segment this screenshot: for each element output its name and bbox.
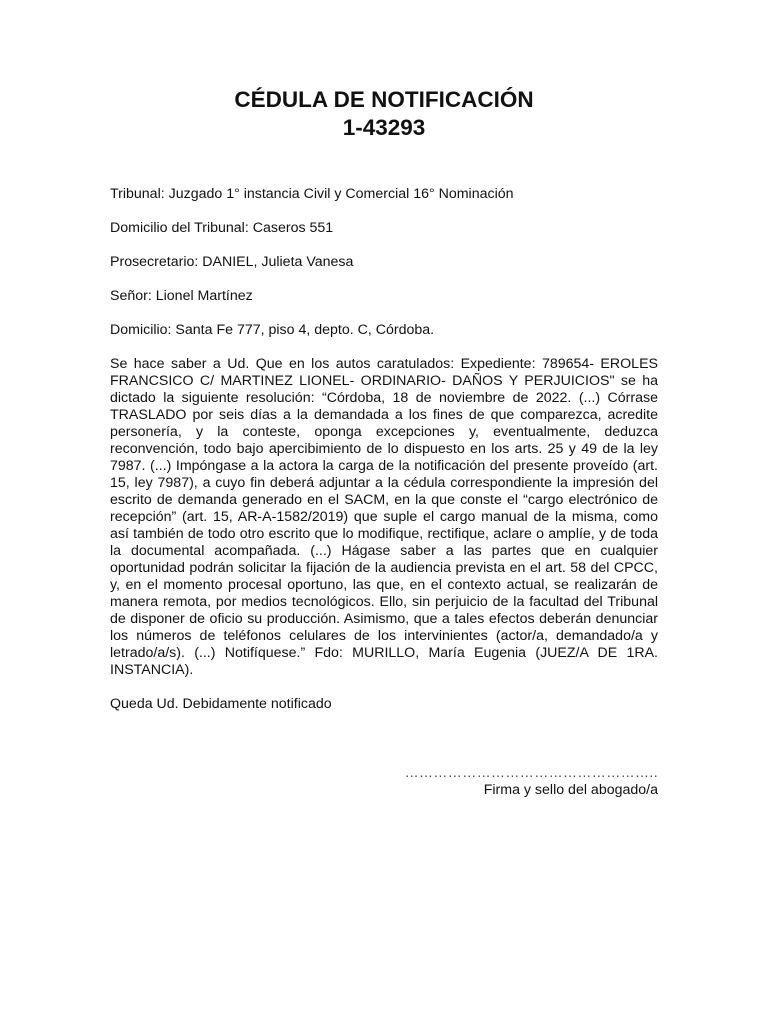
- signature-label: Firma y sello del abogado/a: [483, 782, 658, 798]
- field-domicilio: Domicilio: Santa Fe 777, piso 4, depto. C, Córdoba.: [110, 322, 435, 338]
- field-senor: Señor: Lionel Martínez: [110, 288, 253, 304]
- document-number: 1-43293: [342, 115, 426, 140]
- field-prosecretario: Prosecretario: DANIEL, Julieta Vanesa: [110, 254, 354, 270]
- notification-body: Se hace saber a Ud. Que en los autos caratulados: Expediente: 789654- EROLES FRANCSICO C/ MARTINEZ LIONEL- ORDINARIO- DAÑOS Y PERJUICIOS" se ha dictado la siguiente resolución: “Córdoba, 18 de noviembre de 2022. (...) Córrase TRASLADO por seis días a la demandada a los fines de que comparezca, acredite personería, y la conteste, oponga excepciones y, eventualmente, deduzca reconvención, todo bajo apercibimiento de lo dispuesto en los arts. 25 y 49 de la ley 7987. (...) Impóngase a la actora la carga de la notificación del presente proveído (art. 15, ley 7987), a cuyo fin deberá adjuntar a la cédula correspondiente la impresión del escrito de demanda generado en el SACM, en la que conste el “cargo electrónico de recepción” (art. 15, AR-A-1582/2019) que suple el cargo manual de la misma, como así también de todo otro escrito que lo modifique, rectifique, aclare o amplíe, y de toda la documental acompañada. (...) Hágase saber a las partes que en cualquier oportunidad podrán solicitar la fijación de la audiencia prevista en el art. 58 del CPCC, y, en el momento procesal oportuno, las que, en el contexto actual, se realizarán de manera remota, por medios tecnológicos. Ello, sin perjuicio de la facultad del Tribunal de disponer de oficio su producción. Asimismo, que a tales efectos deberán denunciar los números de teléfonos celulares de los intervinientes (actor/a, demandado/a y letrado/a/s). (...) Notifíquese.” Fdo: MURILLO, María Eugenia (JUEZ/A DE 1RA. INSTANCIA).: [110, 356, 658, 678]
- signature-block: [110, 764, 658, 799]
- signature-line: ……………………………………………..: [404, 764, 658, 780]
- field-tribunal: Tribunal: Juzgado 1° instancia Civil y Comercial 16° Nominación: [110, 186, 514, 202]
- closing-text: Queda Ud. Debidamente notificado: [110, 696, 332, 712]
- field-domicilio-tribunal: Domicilio del Tribunal: Caseros 551: [110, 220, 334, 236]
- document-page: [110, 86, 658, 727]
- document-title: CÉDULA DE NOTIFICACIÓN: [234, 87, 534, 112]
